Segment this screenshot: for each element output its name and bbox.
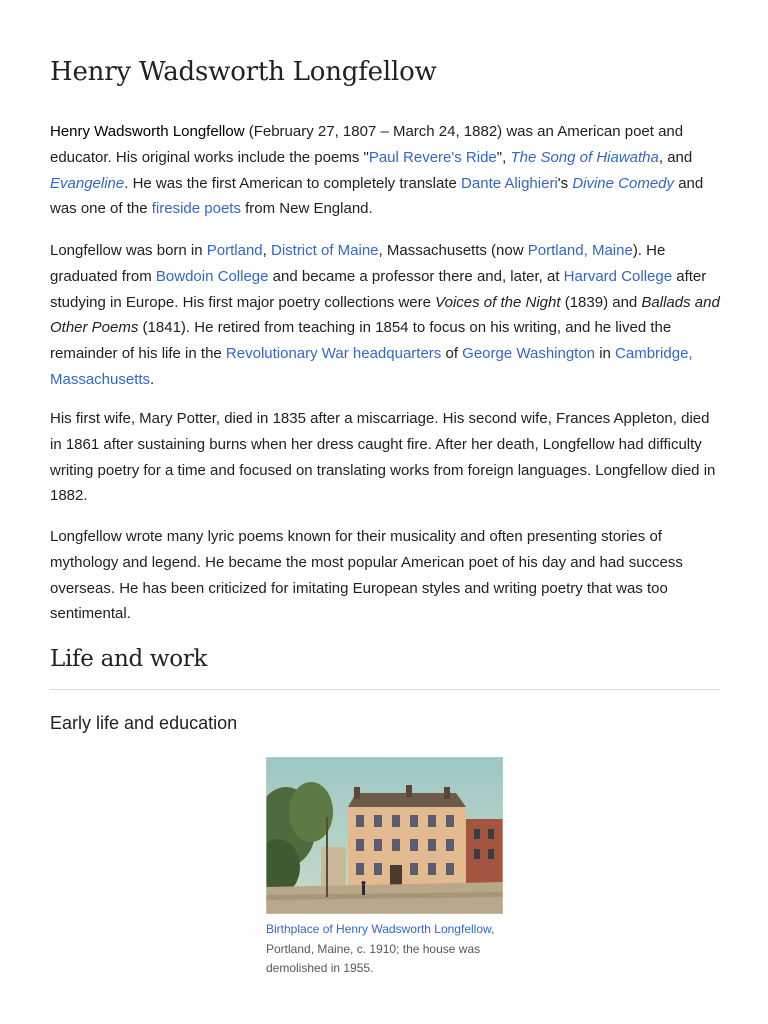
link-george-washington[interactable]: George Washington — [462, 345, 596, 363]
title-ballads-and-other-poems: Ballads and Other Poems — [50, 293, 720, 337]
link-evangeline[interactable] — [50, 175, 124, 192]
subject-name: Henry Wadsworth Longfellow — [50, 123, 245, 140]
text-run: and was one of the — [50, 174, 704, 218]
text-run: , and — [658, 148, 693, 166]
link-divine-comedy[interactable] — [572, 175, 674, 192]
figure-birthplace — [266, 757, 503, 979]
link-cambridge-massachusetts[interactable]: Cambridge, Massachusetts — [50, 345, 693, 388]
link-paul-reveres-ride[interactable]: Paul Revere's Ride — [368, 148, 497, 166]
text-run: (1839) and — [560, 293, 642, 311]
text-run: after studying in Europe. His first major poetry collections were — [50, 267, 707, 311]
link-dante-alighieri[interactable]: Dante Alighieri — [461, 174, 558, 192]
link-label: The Song of Hiawatha — [510, 148, 659, 166]
birthplace-house-photo — [266, 757, 503, 914]
link-birthplace[interactable]: Birthplace of Henry Wadsworth Longfellow — [266, 922, 491, 936]
title-voices-of-the-night: Voices of the Night — [435, 293, 561, 311]
text-run: , — [262, 242, 271, 259]
text-run: ", — [496, 148, 511, 166]
text-run: from New England. — [240, 200, 373, 218]
link-song-of-hiawatha[interactable] — [510, 149, 658, 166]
section-heading-life-and-work: Life and work — [50, 646, 208, 672]
link-label: Evangeline — [50, 174, 125, 192]
text-run: Longfellow was born in — [50, 242, 207, 259]
link-bowdoin-college[interactable]: Bowdoin College — [155, 267, 269, 285]
text-run: in — [595, 345, 616, 363]
text-run: . He was the first American to completely translate — [124, 174, 462, 192]
text-run: (1841). He retired from teaching in 1854 to focus on his writing, and he lived the remainder of his life in the — [50, 319, 672, 363]
text-run: . — [150, 370, 155, 388]
text-run: and became a professor there and, later, at — [268, 267, 564, 285]
link-portland-maine[interactable]: Portland, Maine — [527, 242, 633, 259]
text-run: of — [441, 345, 463, 363]
intro-paragraph-4: Longfellow wrote many lyric poems known for their musicality and often presenting stories of mythology and legend. He became the most popular American poet of his day and had success overseas. He has been criticized for imitating European styles and writing poetry that was too sentimental. — [50, 528, 683, 623]
text-run: , Massachusetts (now — [378, 242, 528, 259]
page-title: Henry Wadsworth Longfellow — [50, 57, 437, 87]
text-run: 's — [557, 174, 573, 192]
link-district-of-maine[interactable]: District of Maine — [270, 242, 379, 259]
link-harvard-college[interactable]: Harvard College — [563, 267, 673, 285]
link-fireside-poets[interactable]: fireside poets — [151, 200, 241, 218]
caption-text: , Portland, Maine, c. 1910; the house was demolished in 1955. — [266, 922, 495, 975]
text-run: (February 27, 1807 – March 24, 1882) was an American poet and educator. His original works include the poems " — [50, 123, 684, 166]
intro-paragraph-3: His first wife, Mary Potter, died in 1835 after a miscarriage. His second wife, Frances Appleton, died in 1861 after sustaining burns when her dress caught fire. After her death, Longfellow had difficulty writing poetry for a time and focused on translating works from foreign languages. Longfellow died in 1882. — [50, 410, 716, 505]
figure-caption — [266, 920, 496, 979]
intro-paragraph-1 — [50, 119, 720, 222]
link-label: Divine Comedy — [572, 174, 675, 192]
link-portland[interactable]: Portland — [206, 242, 263, 259]
intro-paragraph-2 — [50, 238, 720, 393]
section-divider — [50, 689, 720, 690]
link-revolutionary-war-headquarters[interactable]: Revolutionary War headquarters — [225, 345, 442, 363]
subsection-heading-early-life: Early life and education — [50, 713, 238, 733]
text-run: ). He graduated from — [50, 242, 666, 285]
